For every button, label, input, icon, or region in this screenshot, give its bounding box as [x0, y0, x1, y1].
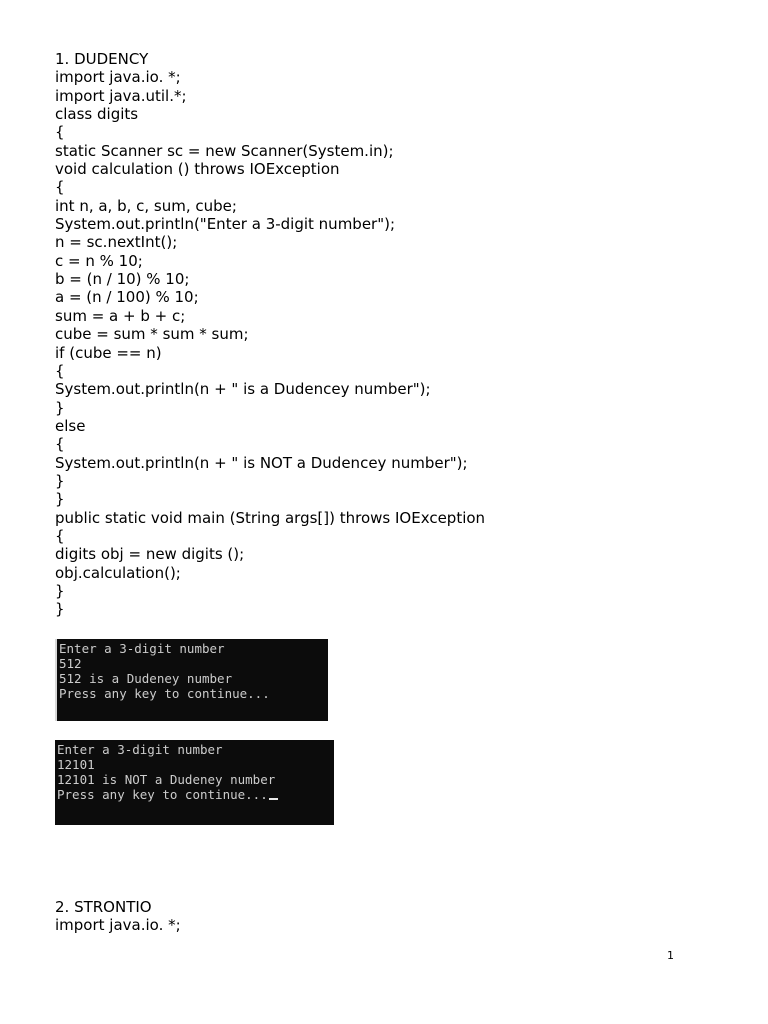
console-line: Enter a 3-digit number	[59, 641, 225, 656]
code-line: cube = sum * sum * sum;	[55, 325, 249, 344]
code-line: import java.io. *;	[55, 68, 181, 87]
console-line: Press any key to continue...	[57, 787, 268, 802]
code-line: else	[55, 416, 86, 435]
code-line: int n, a, b, c, sum, cube;	[55, 196, 237, 215]
code-line: }	[55, 490, 65, 509]
code-line: import java.io. *;	[55, 916, 181, 935]
code-line: {	[55, 361, 65, 380]
code-line: a = (n / 100) % 10;	[55, 288, 199, 307]
code-line: }	[55, 471, 65, 490]
console-line: 12101	[57, 757, 95, 772]
code-line: System.out.println("Enter a 3-digit number");	[55, 215, 396, 234]
page-number: 1	[667, 949, 674, 962]
code-line: {	[55, 123, 65, 142]
code-line: public static void main (String args[]) throws IOException	[55, 508, 486, 527]
console-line-with-cursor	[57, 787, 334, 802]
code-line: }	[55, 581, 65, 600]
code-line: import java.util.*;	[55, 86, 187, 105]
console-line: 512	[59, 656, 82, 671]
section-1	[55, 50, 735, 619]
console-line: Press any key to continue...	[59, 686, 270, 701]
code-line: {	[55, 435, 65, 454]
console-output-screenshot	[55, 639, 328, 721]
code-line: digits obj = new digits ();	[55, 545, 245, 564]
console-line: 512 is a Dudeney number	[59, 671, 233, 686]
console-output-screenshot	[55, 740, 334, 825]
console-line: Enter a 3-digit number	[57, 742, 223, 757]
console-line: 12101 is NOT a Dudeney number	[57, 772, 276, 787]
code-line: obj.calculation();	[55, 563, 181, 582]
code-line: {	[55, 526, 65, 545]
cursor-icon	[269, 798, 278, 800]
section-heading: 1. DUDENCY	[55, 50, 149, 68]
code-line: b = (n / 10) % 10;	[55, 270, 190, 289]
code-line: sum = a + b + c;	[55, 306, 186, 325]
code-line: System.out.println(n + " is a Dudencey number");	[55, 380, 431, 399]
code-line: c = n % 10;	[55, 251, 143, 270]
code-line: n = sc.nextInt();	[55, 233, 178, 252]
code-line: }	[55, 600, 65, 619]
code-line: System.out.println(n + " is NOT a Dudencey number");	[55, 453, 468, 472]
code-line: if (cube == n)	[55, 343, 162, 362]
code-line: class digits	[55, 105, 139, 124]
section-2	[55, 898, 735, 935]
section-heading: 2. STRONTIO	[55, 898, 152, 916]
code-line: static Scanner sc = new Scanner(System.in);	[55, 141, 394, 160]
code-line: void calculation () throws IOException	[55, 160, 340, 179]
code-line: {	[55, 178, 65, 197]
code-line: }	[55, 398, 65, 417]
